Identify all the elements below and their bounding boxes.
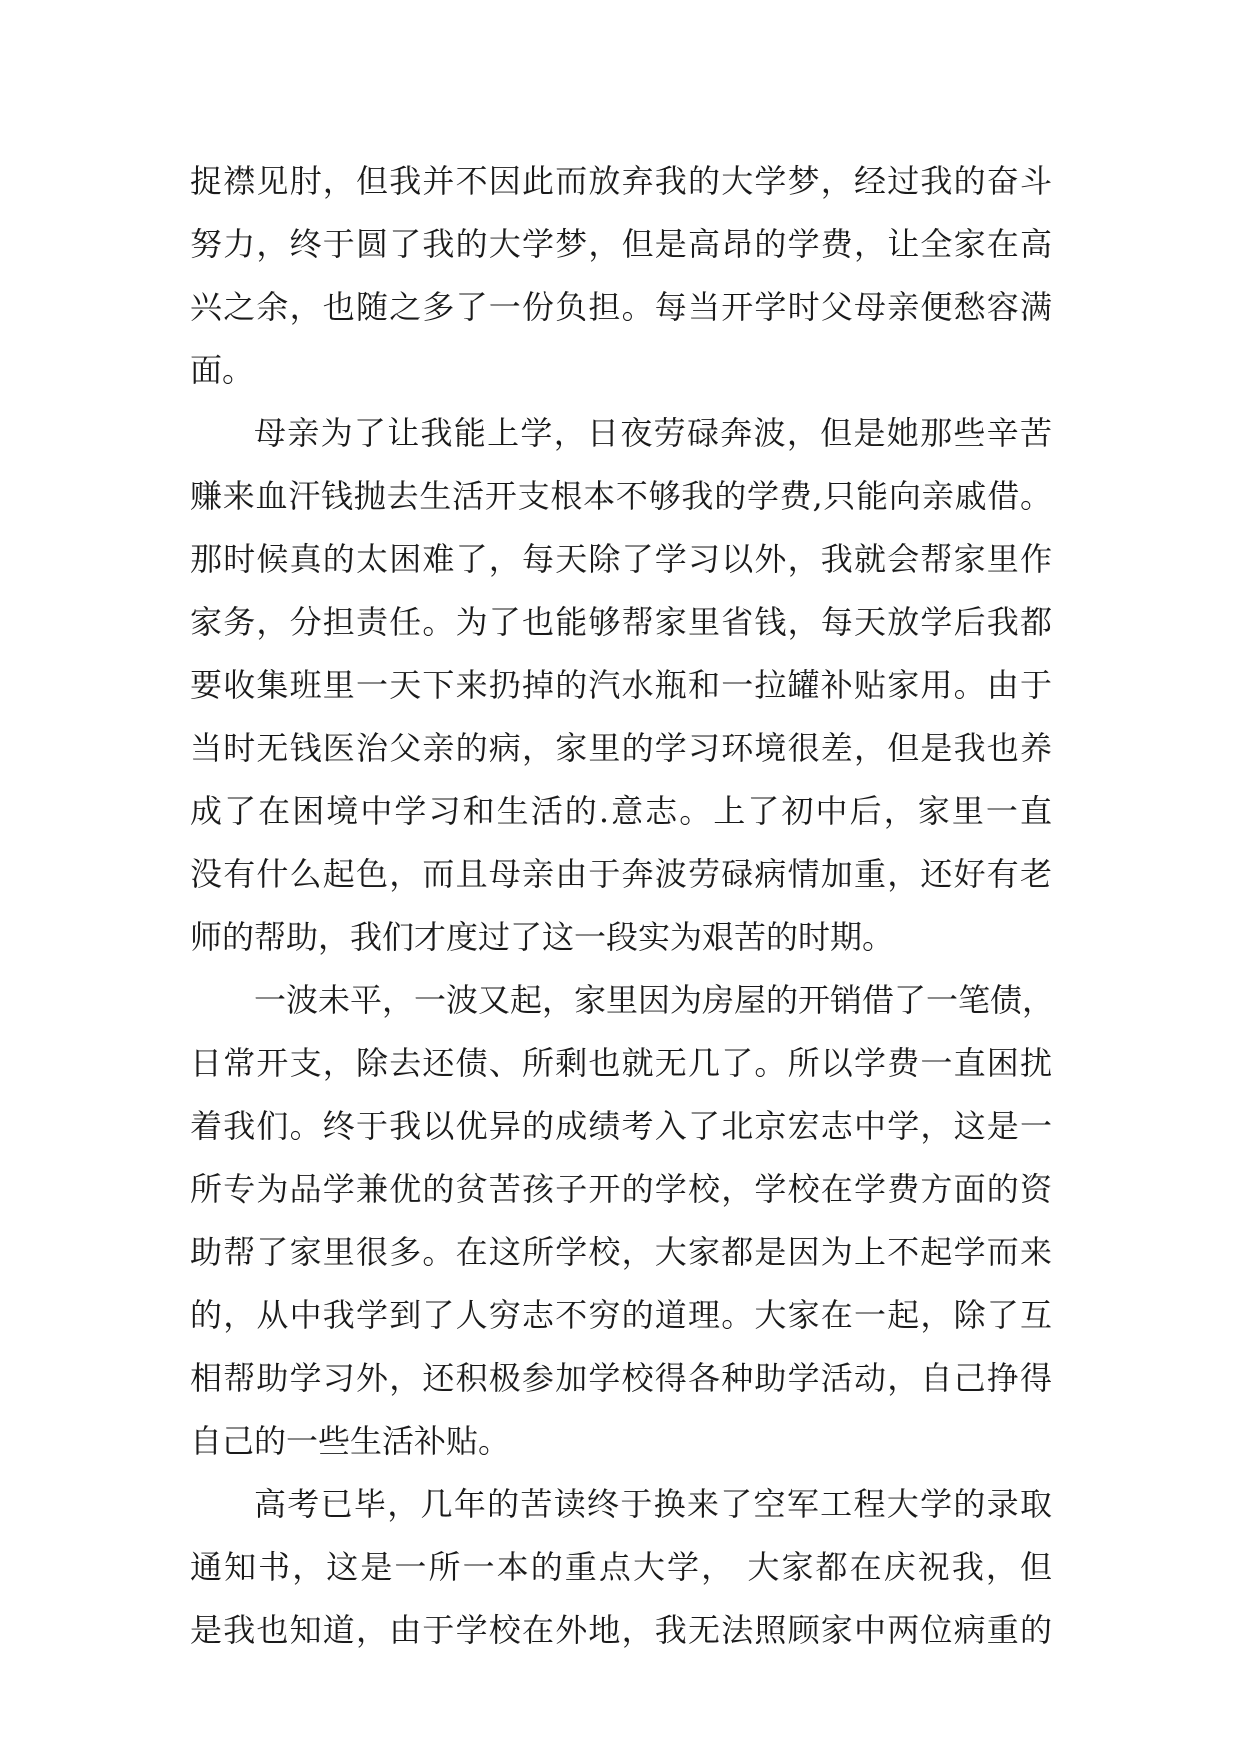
text-line: 着我们。终于我以优异的成绩考入了北京宏志中学，这是一 [190,1107,1052,1145]
text-line: 面。 [190,351,255,389]
paragraph [190,969,1055,1473]
paragraph [190,150,1052,402]
text-line: 一波未平，一波又起，家里因为房屋的开销借了一笔债， [254,981,1055,1019]
text-line: 所专为品学兼优的贫苦孩子开的学校，学校在学费方面的资 [190,1170,1052,1208]
text-line: 日常开支，除去还债、所剩也就无几了。所以学费一直困扰 [190,1044,1052,1082]
document-body [190,150,1055,1662]
text-line: 母亲为了让我能上学，日夜劳碌奔波，但是她那些辛苦 [254,414,1052,452]
text-line: 自己的一些生活补贴。 [190,1422,511,1460]
text-line: 要收集班里一天下来扔掉的汽水瓶和一拉罐补贴家用。由于 [190,666,1052,704]
text-line: 高考已毕，几年的苦读终于换来了空军工程大学的录取 [254,1485,1052,1523]
paragraph [190,402,1052,969]
text-line: 赚来血汗钱抛去生活开支根本不够我的学费,只能向亲戚借。 [190,477,1052,515]
text-line: 助帮了家里很多。在这所学校，大家都是因为上不起学而来 [190,1233,1052,1271]
text-line: 家务，分担责任。为了也能够帮家里省钱，每天放学后我都 [190,603,1052,641]
text-line: 相帮助学习外，还积极参加学校得各种助学活动，自己挣得 [190,1359,1052,1397]
text-line: 是我也知道，由于学校在外地，我无法照顾家中两位病重的 [190,1611,1052,1649]
text-line: 捉襟见肘，但我并不因此而放弃我的大学梦，经过我的奋斗 [190,162,1052,200]
text-line: 没有什么起色，而且母亲由于奔波劳碌病情加重，还好有老 [190,855,1052,893]
text-line: 那时候真的太困难了，每天除了学习以外，我就会帮家里作 [190,540,1052,578]
text-line: 努力，终于圆了我的大学梦，但是高昂的学费，让全家在高 [190,225,1052,263]
text-line: 的，从中我学到了人穷志不穷的道理。大家在一起，除了互 [190,1296,1052,1334]
text-line: 兴之余，也随之多了一份负担。每当开学时父母亲便愁容满 [190,288,1052,326]
text-line: 当时无钱医治父亲的病，家里的学习环境很差，但是我也养 [190,729,1052,767]
text-line: 成了在困境中学习和生活的.意志。上了初中后，家里一直 [190,792,1052,830]
paragraph [190,1473,1052,1662]
text-line: 师的帮助，我们才度过了这一段实为艰苦的时期。 [190,918,895,956]
text-line: 通知书，这是一所一本的重点大学， 大家都在庆祝我，但 [190,1548,1052,1586]
